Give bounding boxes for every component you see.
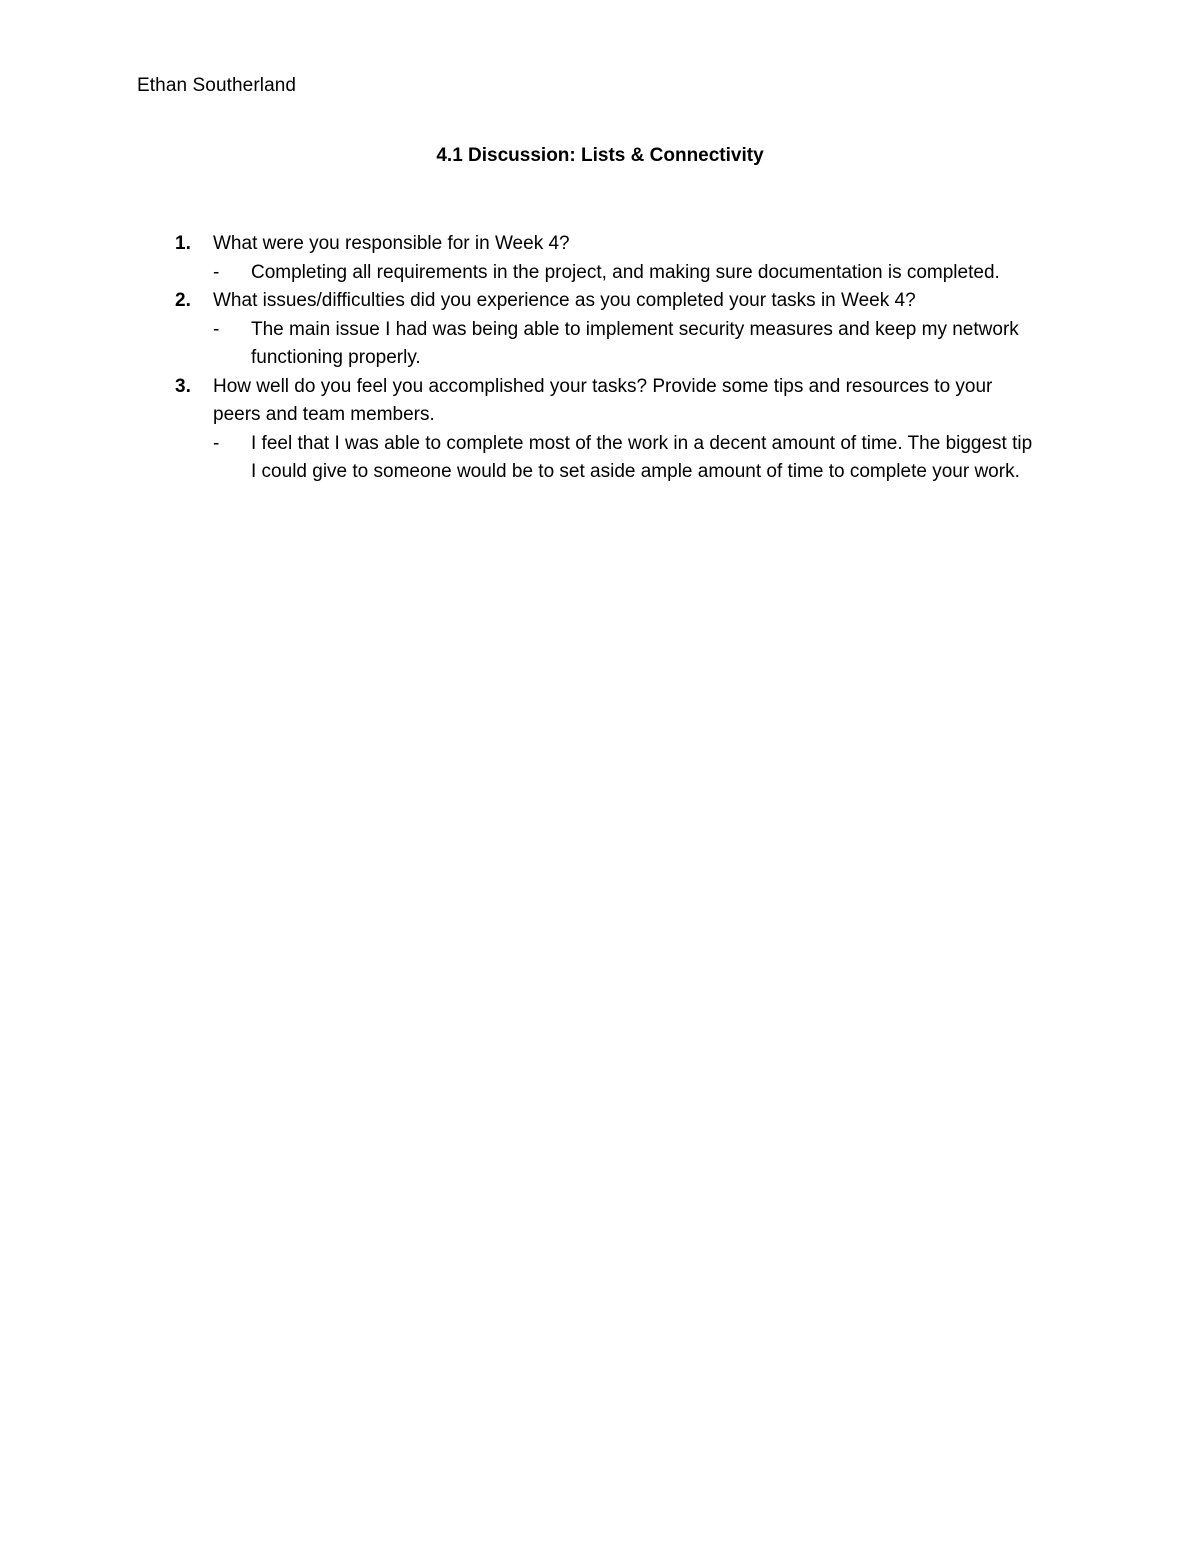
question-item	[137, 230, 1057, 287]
question-text: What were you responsible for in Week 4?	[213, 233, 570, 254]
question-item	[137, 373, 1057, 487]
question-number: 3.	[175, 375, 191, 397]
question-text: What issues/difficulties did you experience as you completed your tasks in Week 4?	[213, 290, 916, 311]
document-title: 4.1 Discussion: Lists & Connectivity	[436, 145, 764, 166]
answer-text: Completing all requirements in the project, and making sure documentation is completed.	[251, 261, 1000, 283]
question-row	[137, 287, 1057, 316]
answer-dash: -	[213, 432, 220, 454]
author-name: Ethan Southerland	[137, 75, 297, 96]
question-text: How well do you feel you accomplished your tasks? Provide some tips and resources to your peers and team members.	[213, 375, 993, 425]
answer-text: I feel that I was able to complete most of the work in a decent amount of time. The biggest tip I could give to someone would be to set aside ample amount of time to complete your work.	[251, 432, 1033, 482]
question-list	[137, 230, 1057, 487]
question-row	[137, 230, 1057, 259]
answer-text: The main issue I had was being able to implement security measures and keep my network functioning properly.	[251, 318, 1019, 368]
question-number: 2.	[175, 290, 191, 311]
answer-row	[137, 316, 1057, 373]
answer-row	[137, 430, 1057, 487]
question-item	[137, 287, 1057, 373]
question-number: 1.	[175, 233, 191, 254]
question-row	[137, 373, 1057, 430]
answer-row	[137, 259, 1057, 288]
answer-dash: -	[213, 261, 220, 283]
answer-dash: -	[213, 318, 220, 340]
